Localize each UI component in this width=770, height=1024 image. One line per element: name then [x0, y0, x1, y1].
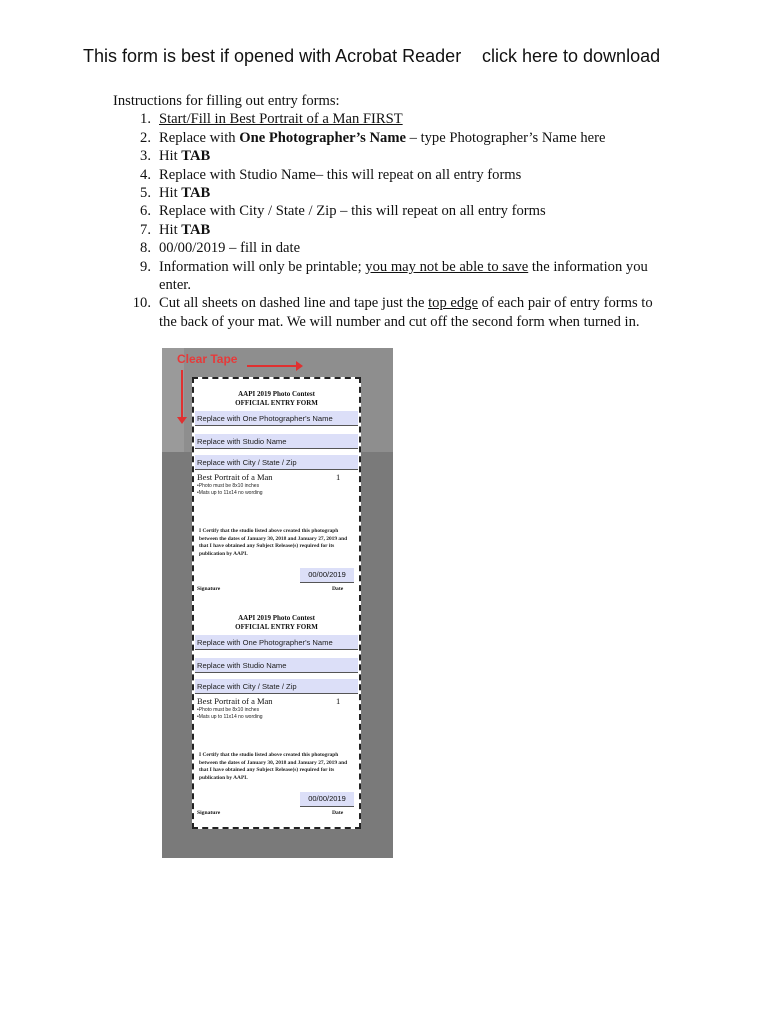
- item-underline: you may not be able to save: [365, 258, 529, 275]
- instructions-heading: Instructions for filling out entry forms:: [113, 93, 340, 109]
- date-field[interactable]: 00/00/2019: [300, 792, 354, 807]
- category-number: 1: [336, 472, 341, 482]
- studio-field[interactable]: Replace with Studio Name: [195, 434, 358, 449]
- entry-form: [194, 379, 359, 604]
- entry-sheet: [192, 377, 361, 829]
- item-bold: One Photographer’s Name: [239, 129, 406, 146]
- date-label: Date: [332, 586, 344, 592]
- instruction-item: [113, 129, 673, 147]
- item-text: of each pair of entry forms to the back of your mat. We will number and cut off the second form when turned in.: [159, 295, 653, 330]
- form-subtitle: OFFICIAL ENTRY FORM: [235, 623, 318, 631]
- item-number: 10.: [132, 295, 151, 312]
- download-link[interactable]: click here to download: [482, 46, 661, 66]
- item-number: 6.: [140, 203, 151, 220]
- form-title: AAPI 2019 Photo Contest: [238, 390, 315, 398]
- item-text: Replace with: [159, 129, 240, 146]
- arrow-right-icon: [247, 365, 297, 367]
- mat-note: •Mats up to 11x14 no wording: [197, 714, 263, 720]
- city-state-zip-field[interactable]: Replace with City / State / Zip: [195, 679, 358, 694]
- item-number: 1.: [140, 111, 151, 128]
- item-underline: top edge: [428, 295, 478, 312]
- instruction-item: [113, 147, 673, 165]
- item-text: 00/00/2019 – fill in date: [159, 240, 301, 257]
- clear-tape-label: Clear Tape: [177, 352, 238, 366]
- form-title: AAPI 2019 Photo Contest: [238, 614, 315, 622]
- instructions-list: [113, 110, 673, 331]
- signature-label: Signature: [197, 586, 221, 592]
- category-number: 1: [336, 696, 341, 706]
- category-name: Best Portrait of a Man: [197, 472, 273, 482]
- instruction-item: [113, 110, 673, 128]
- city-state-zip-field[interactable]: Replace with City / State / Zip: [195, 455, 358, 470]
- instruction-item: [113, 166, 673, 184]
- entry-form-illustration: [162, 348, 393, 858]
- form-subtitle: OFFICIAL ENTRY FORM: [235, 399, 318, 407]
- item-text: Hit: [159, 185, 182, 202]
- instruction-item: [113, 258, 673, 295]
- studio-field[interactable]: Replace with Studio Name: [195, 658, 358, 673]
- instruction-item: [113, 202, 673, 220]
- item-text: Replace with City / State / Zip – this will repeat on all entry forms: [159, 203, 546, 220]
- date-field[interactable]: 00/00/2019: [300, 568, 354, 583]
- item-number: 8.: [140, 240, 151, 257]
- certification-text: I Certify that the studio listed above created this photograph between the dates of January 30, 2018 and January 27, 2019 and that I have obtained any Subject Release(s) required for its publication by AAPI.: [199, 528, 348, 557]
- size-note: •Photo must be 8x10 inches: [197, 483, 260, 489]
- item-bold: TAB: [181, 185, 211, 202]
- item-text: Hit: [159, 148, 182, 165]
- item-text: Information will only be printable;: [159, 258, 366, 275]
- instruction-item: [113, 221, 673, 239]
- certification-text: I Certify that the studio listed above created this photograph between the dates of January 30, 2018 and January 27, 2019 and that I have obtained any Subject Release(s) required for its publication by AAPI.: [199, 752, 348, 781]
- acrobat-note: This form is best if opened with Acrobat Reader: [83, 46, 462, 66]
- mat-note: •Mats up to 11x14 no wording: [197, 490, 263, 496]
- item-number: 7.: [140, 221, 151, 238]
- item-number: 3.: [140, 148, 151, 165]
- instructions: [113, 92, 673, 331]
- size-note: •Photo must be 8x10 inches: [197, 707, 260, 713]
- instruction-item: [113, 239, 673, 257]
- entry-form: [194, 603, 359, 828]
- item-bold: TAB: [181, 148, 211, 165]
- item-number: 2.: [140, 129, 151, 146]
- item-bold: TAB: [181, 221, 211, 238]
- category-name: Best Portrait of a Man: [197, 696, 273, 706]
- item-text: Start/Fill in Best Portrait of a Man FIRST: [159, 111, 403, 128]
- item-text: – type Photographer’s Name here: [405, 129, 606, 146]
- arrow-down-icon: [181, 370, 183, 418]
- item-number: 5.: [140, 185, 151, 202]
- item-text: Hit: [159, 221, 182, 238]
- instruction-item: [113, 294, 673, 331]
- photographer-field[interactable]: Replace with One Photographer's Name: [195, 411, 358, 426]
- top-banner: [0, 46, 770, 72]
- photographer-field[interactable]: Replace with One Photographer's Name: [195, 635, 358, 650]
- item-number: 4.: [140, 166, 151, 183]
- item-number: 9.: [140, 258, 151, 275]
- date-label: Date: [332, 810, 344, 816]
- item-text: Cut all sheets on dashed line and tape just the: [159, 295, 429, 312]
- item-text: Replace with Studio Name– this will repeat on all entry forms: [159, 166, 522, 183]
- instruction-item: [113, 184, 673, 202]
- signature-label: Signature: [197, 810, 221, 816]
- item-text: the information you enter.: [159, 258, 648, 294]
